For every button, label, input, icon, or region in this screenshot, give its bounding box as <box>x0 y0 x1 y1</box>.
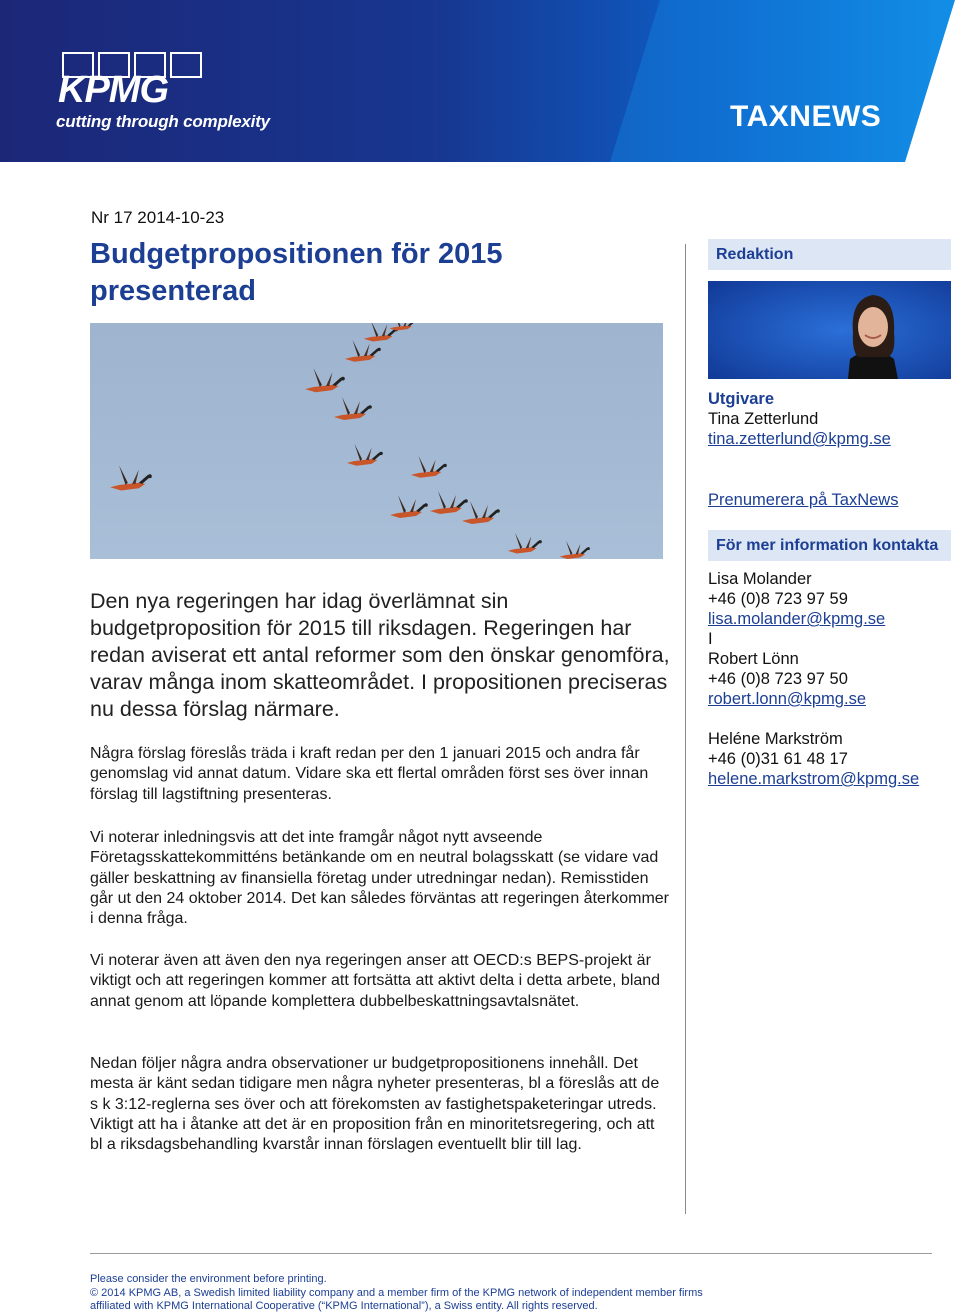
column-divider <box>685 244 686 1214</box>
contact-heading: För mer information kontakta <box>708 530 951 561</box>
geese-photo <box>90 323 663 559</box>
publisher-portrait <box>708 281 951 379</box>
subscribe-link[interactable]: Prenumerera på TaxNews <box>708 491 899 509</box>
contact-name: Lisa Molander <box>708 570 812 588</box>
publisher-label: Utgivare <box>708 390 775 408</box>
article-title: Budgetpropositionen för 2015 presenterad <box>90 238 503 307</box>
redaktion-heading: Redaktion <box>708 239 951 270</box>
contact-phone: +46 (0)8 723 97 50 <box>708 670 848 688</box>
contact-name: Heléne Markström <box>708 730 843 748</box>
stray-mark: I <box>708 630 713 648</box>
publisher-email-link[interactable]: tina.zetterlund@kpmg.se <box>708 430 891 448</box>
issue-number-date: Nr 17 2014-10-23 <box>91 208 225 227</box>
footer-copyright: © 2014 KPMG AB, a Swedish limited liability company and a member firm of the KPMG network of independent member firms <box>90 1286 703 1299</box>
footer-rule <box>90 1253 932 1254</box>
body-paragraph-2: Vi noterar inledningsvis att det inte framgår något nytt avseende Företagsskattekommitténs betänkande om en neutral bolagsskatt (se vidare vad gäller beskattning av finansiella företag under utredningar nedan). Remisstiden går ut den 24 oktober 2014. Det kan således förväntas att regeringen återkommer i denna fråga. <box>90 829 670 928</box>
publisher-name: Tina Zetterlund <box>708 410 819 428</box>
logo-tagline: cutting through complexity <box>56 112 270 131</box>
contact-phone: +46 (0)31 61 48 17 <box>708 750 848 768</box>
newsletter-title: TAXNEWS <box>730 100 882 133</box>
footer-affiliation: affiliated with KPMG International Cooperative (“KPMG International”), a Swiss entity. All rights reserved. <box>90 1300 598 1312</box>
contact-name: Robert Lönn <box>708 650 799 668</box>
logo-wordmark: KPMG <box>58 69 168 111</box>
contact-email-link[interactable]: robert.lonn@kpmg.se <box>708 690 866 708</box>
lead-paragraph: Den nya regeringen har idag överlämnat sin budgetproposition för 2015 till riksdagen. Regeringen har redan aviserat ett antal reformer som den önskar genomföra, varav många inom skatteområdet. I propositionen preciseras nu dessa förslag närmare. <box>90 589 670 721</box>
contact-email-link[interactable]: helene.markstrom@kpmg.se <box>708 770 920 788</box>
contact-email-link[interactable]: lisa.molander@kpmg.se <box>708 610 886 628</box>
contact-phone: +46 (0)8 723 97 59 <box>708 590 848 608</box>
publisher-block <box>708 389 958 449</box>
body-paragraph-3: Vi noterar även att även den nya regeringen anser att OECD:s BEPS-projekt är viktigt och att regeringen kommer att fortsätta att aktivt delta i detta arbete, bland annat genom att löpande komplettera dubbelbeskattningsavtalsnätet. <box>90 952 661 1010</box>
body-paragraph-4: Nedan följer några andra observationer ur budgetpropositionens innehåll. Det mesta är känt sedan tidigare men några nyheter presenteras, bl a föreslås att de s k 3:12-reglerna ses över och att förekomsten av fastighetspaketeringar utreds. Viktigt att ha i åtanke att det är en proposition från en minoritetsregering, och att bl a riksdagsbehandling kvarstår innan förslagen eventuellt blir till lag. <box>90 1055 660 1154</box>
footer <box>90 1273 850 1314</box>
subscribe-block <box>708 490 958 510</box>
contact-list <box>708 569 958 789</box>
footer-environment-note: Please consider the environment before printing. <box>90 1273 327 1285</box>
body-paragraph-1: Några förslag föreslås träda i kraft redan per den 1 januari 2015 och andra får genomslag vid annat datum. Vidare ska ett flertal områden först ses över innan förslag till lagstiftning presenteras. <box>90 745 649 803</box>
